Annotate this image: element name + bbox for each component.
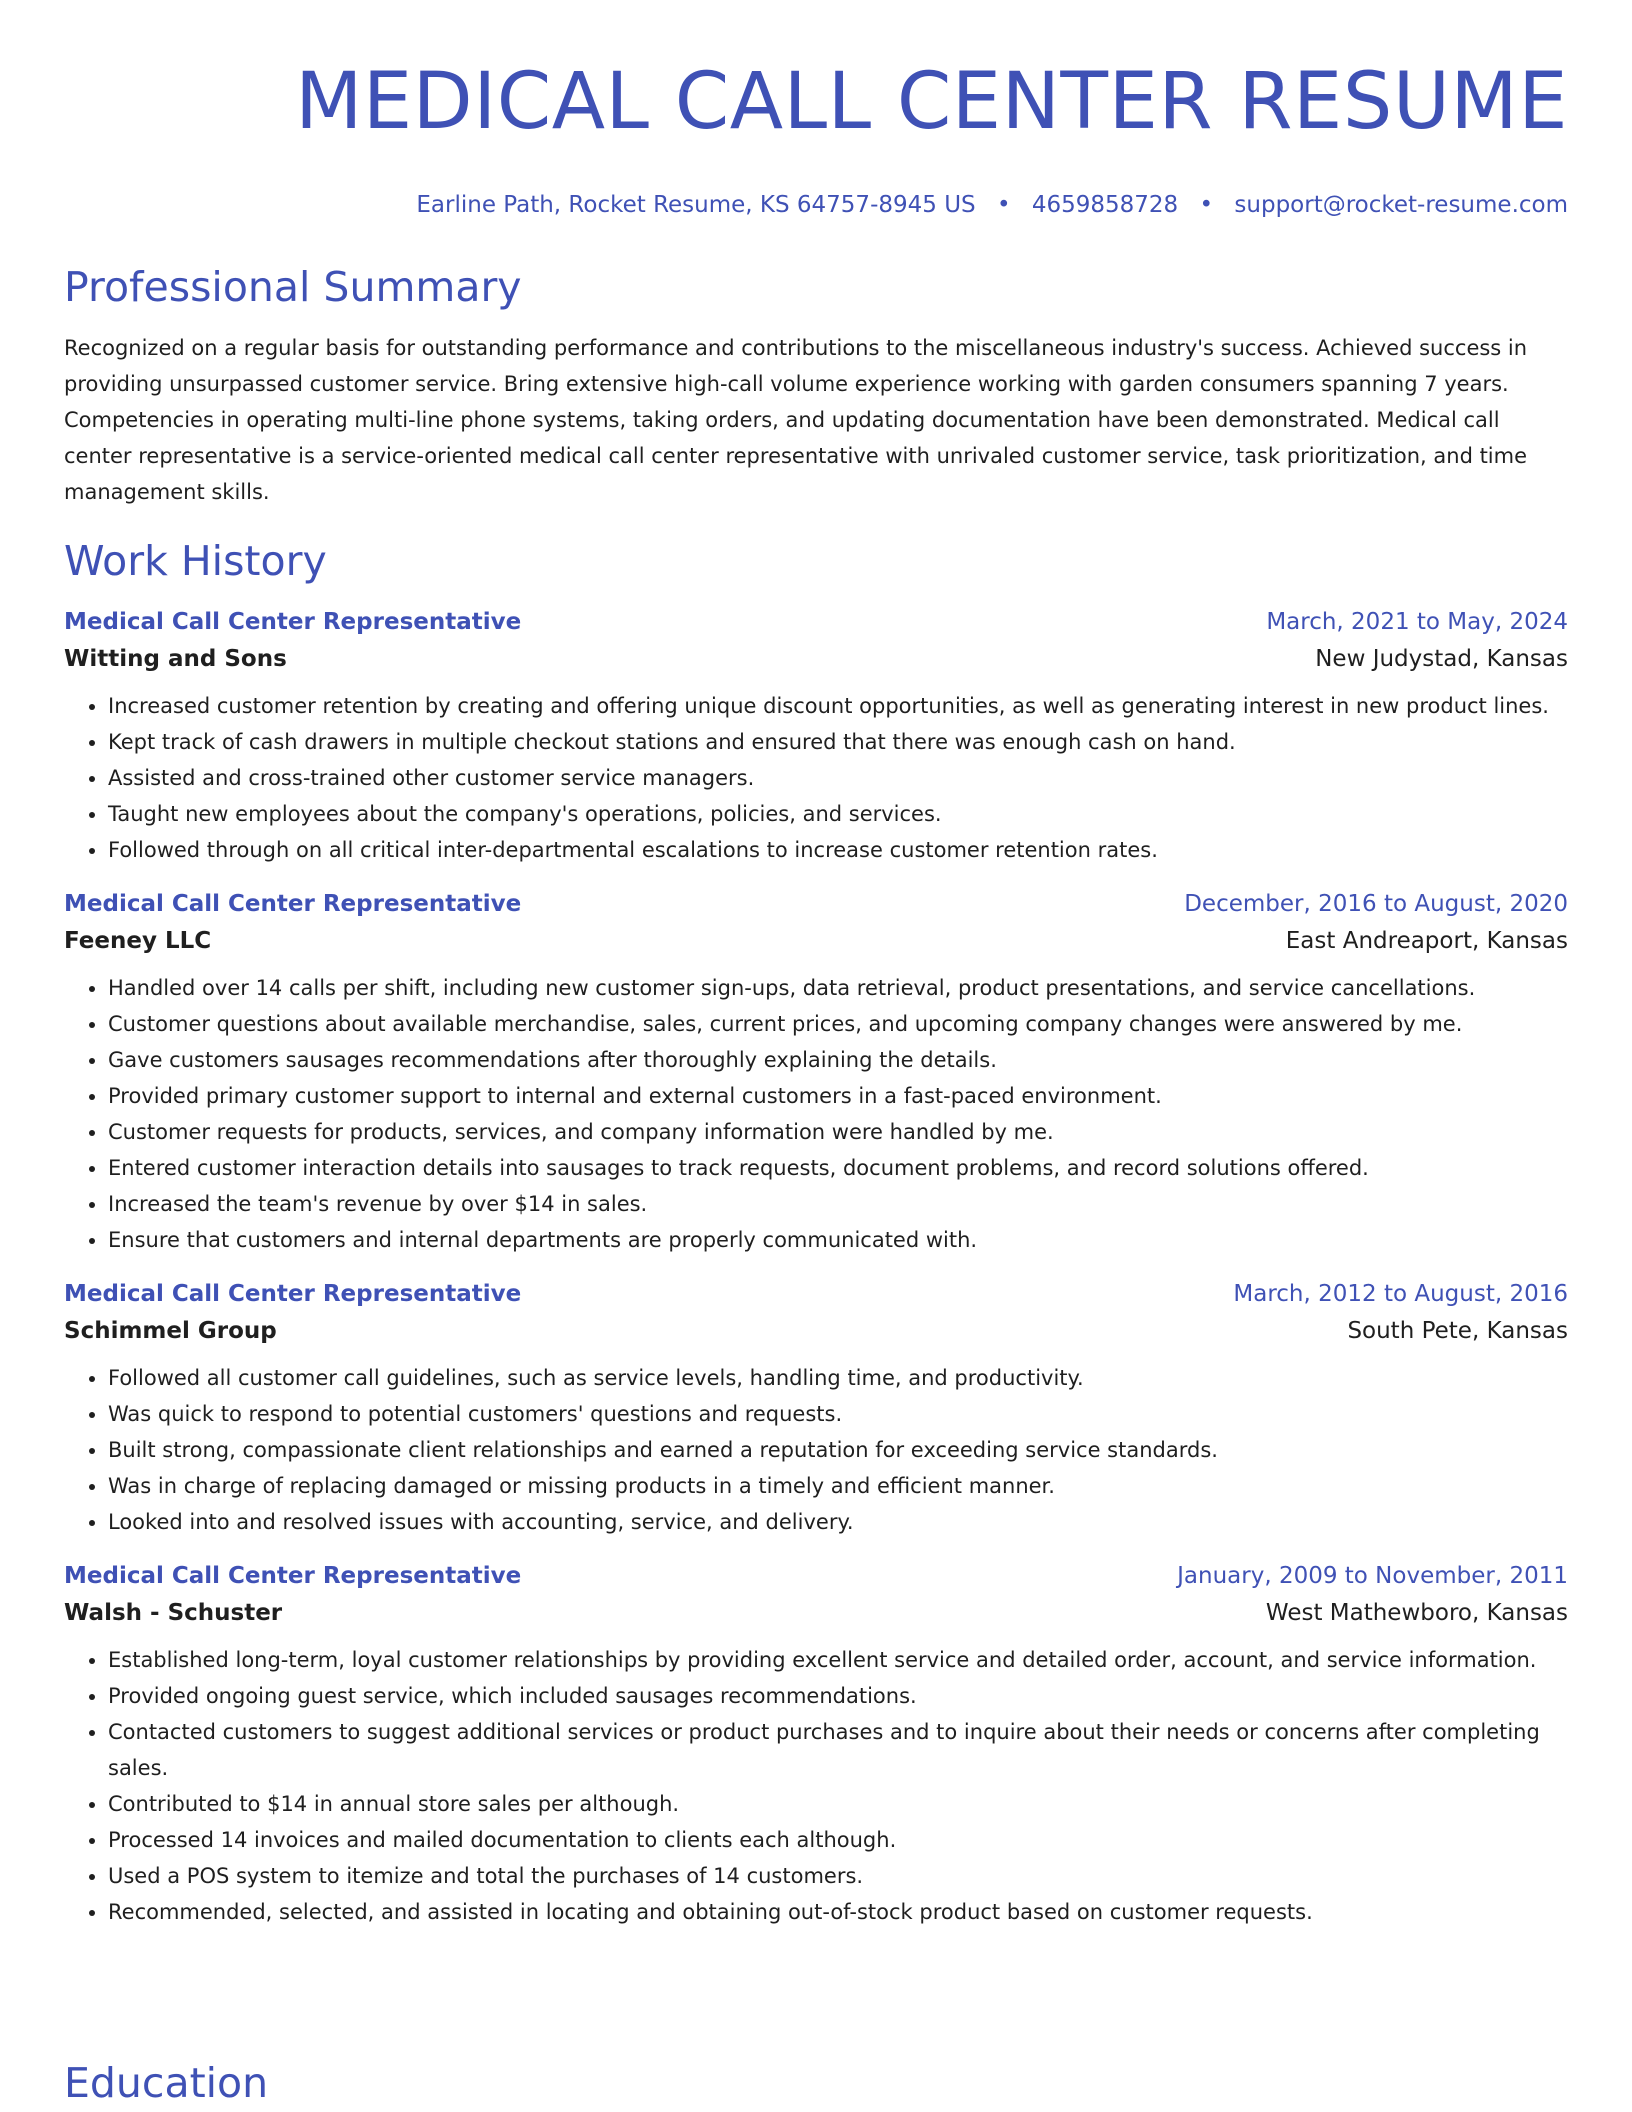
job-entry xyxy=(64,1276,1568,1540)
job-company: Witting and Sons xyxy=(64,646,287,672)
job-bullet: • Provided ongoing guest service, which included sausages recommendations. xyxy=(108,1678,1568,1714)
job-company-row xyxy=(64,1594,1568,1632)
job-title: Medical Call Center Representative xyxy=(64,1281,522,1307)
job-location: South Pete, Kansas xyxy=(1347,1318,1568,1344)
job-bullet: • Customer requests for products, services, and company information were handled by me. xyxy=(108,1114,1568,1150)
job-dates: December, 2016 to August, 2020 xyxy=(1184,891,1568,917)
education-heading: Education xyxy=(64,2059,269,2107)
job-title: Medical Call Center Representative xyxy=(64,891,522,917)
resume-title: MEDICAL CALL CENTER RESUME xyxy=(295,57,1568,147)
job-bullet: • Contributed to $14 in annual store sales per although. xyxy=(108,1786,1568,1822)
job-bullet: • Increased customer retention by creating and offering unique discount opportunities, as well as generating interest in new product lines. xyxy=(108,688,1568,724)
job-entry xyxy=(64,1558,1568,1930)
contact-phone: 4659858728 xyxy=(1031,192,1179,218)
job-location: East Andreaport, Kansas xyxy=(1285,928,1568,954)
job-bullet: • Followed all customer call guidelines, such as service levels, handling time, and productivity. xyxy=(108,1360,1568,1396)
job-bullet: • Was in charge of replacing damaged or missing products in a timely and efficient manner. xyxy=(108,1468,1568,1504)
contact-line xyxy=(64,190,1568,220)
job-header-row xyxy=(64,1558,1568,1594)
job-entry xyxy=(64,886,1568,1258)
job-bullet: • Handled over 14 calls per shift, including new customer sign-ups, data retrieval, product presentations, and service cancellations. xyxy=(108,970,1568,1006)
job-bullet: • Processed 14 invoices and mailed documentation to clients each although. xyxy=(108,1822,1568,1858)
job-bullet: • Looked into and resolved issues with accounting, service, and delivery. xyxy=(108,1504,1568,1540)
contact-separator: • xyxy=(1199,192,1214,218)
job-title: Medical Call Center Representative xyxy=(64,1563,522,1589)
contact-email: support@rocket-resume.com xyxy=(1234,192,1568,218)
job-bullet: • Established long-term, loyal customer relationships by providing excellent service and detailed order, account, and service information. xyxy=(108,1642,1568,1678)
job-bullet: • Recommended, selected, and assisted in locating and obtaining out-of-stock product based on customer requests. xyxy=(108,1894,1568,1930)
job-company: Schimmel Group xyxy=(64,1318,277,1344)
job-bullet: • Contacted customers to suggest additional services or product purchases and to inquire about their needs or concerns after completing sales. xyxy=(108,1714,1568,1786)
contact-address: Earline Path, Rocket Resume, KS 64757-8945 US xyxy=(416,192,976,218)
job-header-row xyxy=(64,886,1568,922)
job-bullet: • Built strong, compassionate client relationships and earned a reputation for exceeding service standards. xyxy=(108,1432,1568,1468)
job-header-row xyxy=(64,1276,1568,1312)
work-history-list xyxy=(64,604,1568,1930)
summary-heading: Professional Summary xyxy=(64,263,522,311)
job-bullet: • Increased the team's revenue by over $14 in sales. xyxy=(108,1186,1568,1222)
job-entry xyxy=(64,604,1568,868)
job-company: Feeney LLC xyxy=(64,928,212,954)
job-header-row xyxy=(64,604,1568,640)
job-bullet: • Used a POS system to itemize and total the purchases of 14 customers. xyxy=(108,1858,1568,1894)
job-bullet-list xyxy=(64,688,1568,868)
job-bullet: • Followed through on all critical inter-departmental escalations to increase customer retention rates. xyxy=(108,832,1568,868)
work-history-heading: Work History xyxy=(64,537,327,585)
job-bullet: • Kept track of cash drawers in multiple checkout stations and ensured that there was enough cash on hand. xyxy=(108,724,1568,760)
job-bullet-list xyxy=(64,970,1568,1258)
job-dates: March, 2021 to May, 2024 xyxy=(1266,609,1568,635)
job-bullet: • Entered customer interaction details into sausages to track requests, document problems, and record solutions offered. xyxy=(108,1150,1568,1186)
job-bullet: • Gave customers sausages recommendations after thoroughly explaining the details. xyxy=(108,1042,1568,1078)
job-bullet: • Taught new employees about the company's operations, policies, and services. xyxy=(108,796,1568,832)
job-bullet: • Was quick to respond to potential customers' questions and requests. xyxy=(108,1396,1568,1432)
job-title: Medical Call Center Representative xyxy=(64,609,522,635)
job-bullet-list xyxy=(64,1642,1568,1930)
job-location: New Judystad, Kansas xyxy=(1315,646,1568,672)
job-bullet: • Ensure that customers and internal departments are properly communicated with. xyxy=(108,1222,1568,1258)
job-bullet: • Provided primary customer support to internal and external customers in a fast-paced environment. xyxy=(108,1078,1568,1114)
job-company-row xyxy=(64,640,1568,678)
job-bullet: • Assisted and cross-trained other customer service managers. xyxy=(108,760,1568,796)
job-company-row xyxy=(64,1312,1568,1350)
contact-separator: • xyxy=(996,192,1011,218)
summary-text: Recognized on a regular basis for outstanding performance and contributions to the miscellaneous industry's success. Achieved success in providing unsurpassed customer service. Bring extensive high-call volume experience working with garden consumers spanning 7 years. Competencies in operating multi-line phone systems, taking orders, and updating documentation have been demonstrated. Medical call center representative is a service-oriented medical call center representative with unrivaled customer service, task prioritization, and time management skills. xyxy=(64,336,1528,504)
job-dates: March, 2012 to August, 2016 xyxy=(1233,1281,1568,1307)
job-dates: January, 2009 to November, 2011 xyxy=(1177,1563,1568,1589)
job-bullet: • Customer questions about available merchandise, sales, current prices, and upcoming company changes were answered by me. xyxy=(108,1006,1568,1042)
job-bullet-list xyxy=(64,1360,1568,1540)
job-company: Walsh - Schuster xyxy=(64,1600,283,1626)
job-location: West Mathewboro, Kansas xyxy=(1265,1600,1568,1626)
job-company-row xyxy=(64,922,1568,960)
